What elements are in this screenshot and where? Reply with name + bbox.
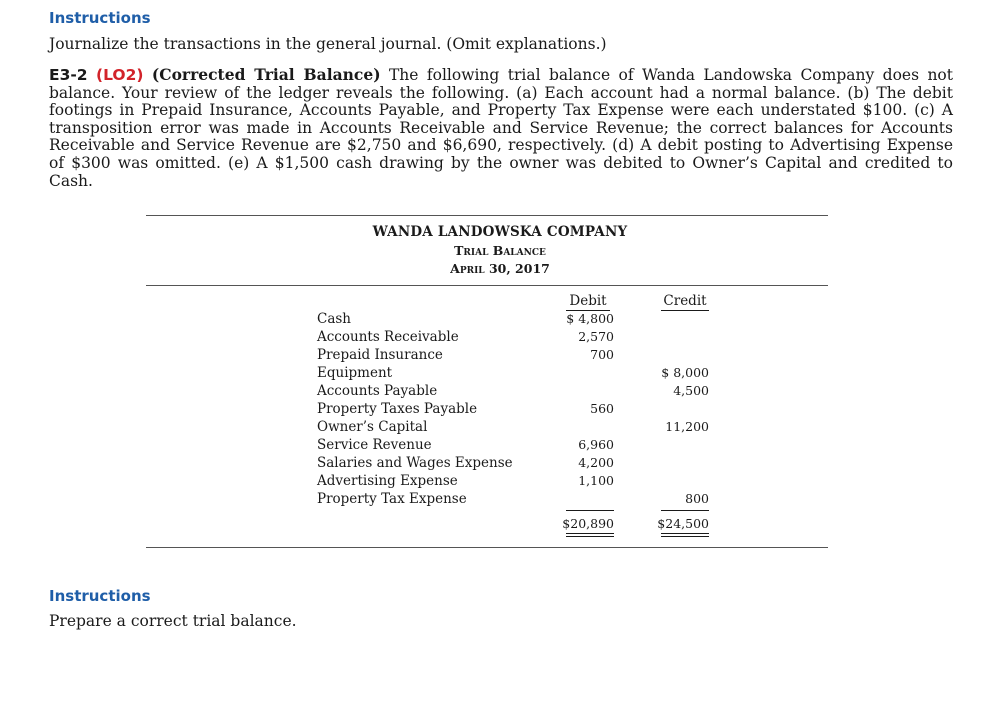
account-name: Cash (317, 311, 352, 327)
account-name: Service Revenue (317, 437, 432, 453)
debit-amount: $ 4,800 (566, 311, 614, 326)
bottom-rule (146, 547, 828, 548)
debit-amount: 4,200 (578, 455, 614, 470)
credit-amount: 800 (685, 491, 709, 506)
debit-amount: 700 (590, 347, 614, 362)
credit-amount: $ 8,000 (661, 365, 709, 380)
header-rule (146, 285, 828, 286)
instructions-text: Prepare a correct trial balance. (49, 612, 297, 630)
debit-amount: 1,100 (578, 473, 614, 488)
account-name: Equipment (317, 365, 393, 381)
credit-amount: 4,500 (673, 383, 709, 398)
problem-number: E3-2 (49, 66, 88, 84)
credit-amount: 11,200 (665, 419, 709, 434)
problem-body: The following trial balance of Wanda Landowska Company does not balance. Your review of the ledger reveals the following. (a) Each account had a normal balance. (b) The debit footings in Prepaid Insurance, Accounts Payable, and Property Tax Expense were each understated $100. (c) A transposition error was made in Accounts Receivable and Service Revenue; the correct balances for Accounts Receivable and Service Revenue are $2,750 and $6,690, respectively. (d) A debit posting to Advertising Expense of $300 was omitted. (e) A $1,500 cash drawing by the owner was debited to Owner’s Capital and credited to Cash. (49, 66, 953, 190)
account-name: Advertising Expense (317, 473, 458, 489)
statement-date: April 30, 2017 (450, 261, 550, 276)
statement-title: Trial Balance (454, 243, 546, 258)
credit-total: $24,500 (657, 516, 709, 531)
debit-column-header: Debit (566, 293, 610, 311)
credit-double-underline (661, 533, 709, 537)
credit-total-rule (661, 510, 709, 511)
debit-total-rule (566, 510, 614, 511)
account-name: Prepaid Insurance (317, 347, 443, 363)
company-name: WANDA LANDOWSKA COMPANY (372, 224, 628, 240)
instructions-text: Journalize the transactions in the general journal. (Omit explanations.) (49, 35, 607, 53)
credit-column-header: Credit (661, 293, 709, 311)
top-rule (146, 215, 828, 216)
debit-double-underline (566, 533, 614, 537)
debit-amount: 2,570 (578, 329, 614, 344)
learning-objective-link[interactable]: (LO2) (96, 66, 144, 84)
problem-statement (49, 66, 953, 190)
account-name: Property Taxes Payable (317, 401, 478, 417)
account-name: Owner’s Capital (317, 419, 428, 435)
account-name: Accounts Receivable (317, 329, 459, 345)
debit-total: $20,890 (562, 516, 614, 531)
account-name: Accounts Payable (317, 383, 438, 399)
problem-title: (Corrected Trial Balance) (151, 65, 381, 84)
account-name: Salaries and Wages Expense (317, 455, 513, 471)
instructions-heading: Instructions (49, 587, 151, 605)
instructions-heading: Instructions (49, 9, 151, 27)
debit-amount: 6,960 (578, 437, 614, 452)
debit-amount: 560 (590, 401, 614, 416)
account-name: Property Tax Expense (317, 491, 467, 507)
